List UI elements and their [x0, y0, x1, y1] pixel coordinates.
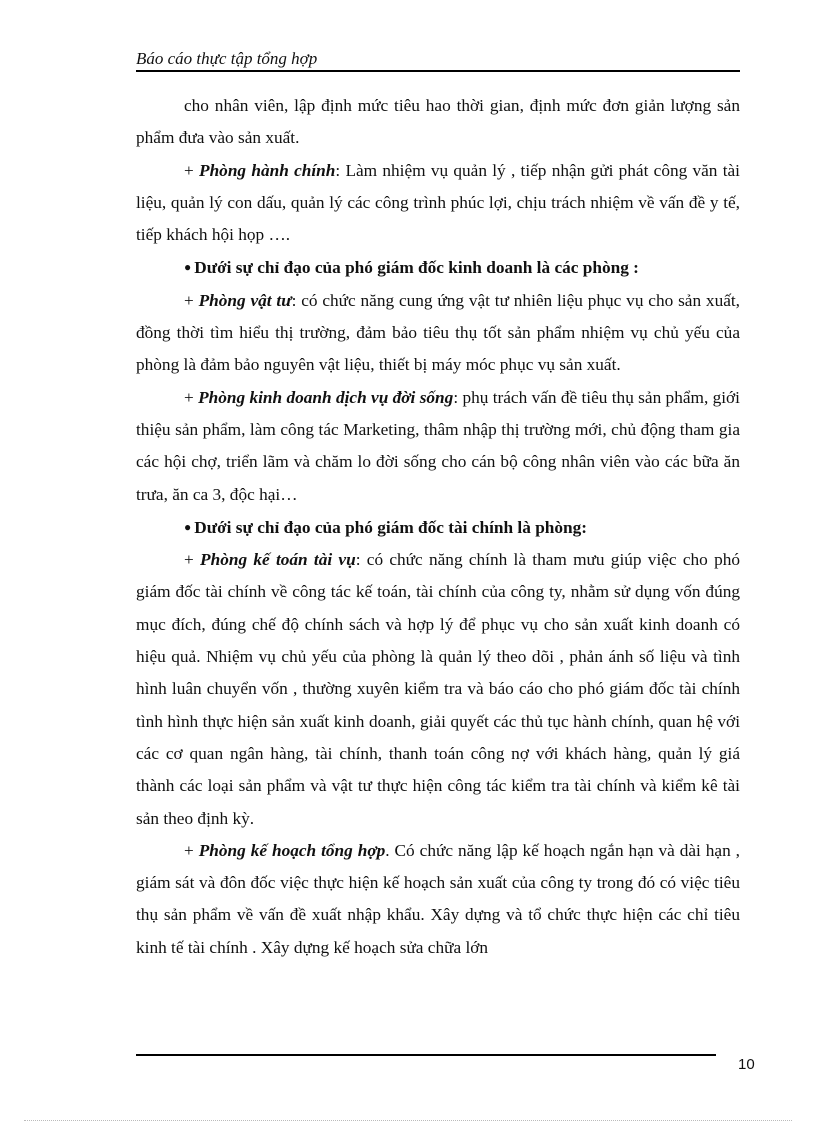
- paragraph-business-services: [136, 382, 740, 511]
- paragraph-text: . Có chức năng lập kế hoạch ngắn hạn và dài hạn , giám sát và đôn đốc việc thực hiện kế hoạch sản xuất của công ty trong đó có việc tiêu thụ sản phẩm về vấn đề xuất nhập khẩu. Xây dựng và tổ chức thực hiện các chỉ tiêu kinh tế tài chính . Xây dựng kế hoạch sửa chữa lớn: [136, 840, 740, 957]
- list-prefix: +: [184, 387, 199, 407]
- paragraph-administration: [136, 155, 740, 252]
- department-label: Phòng vật tư: [198, 290, 292, 310]
- department-label: Phòng kế toán tài vụ: [200, 550, 356, 570]
- section-heading-business: [136, 251, 740, 284]
- paragraph-materials: [136, 285, 740, 382]
- paragraph-text: : phụ trách vấn đề tiêu thụ sản phẩm, giới thiệu sản phẩm, làm công tác Marketing, thâm nhập thị trường mới, chủ động tham gia các hội chợ, triển lãm và chăm lo đời sống cho cán bộ công nhân viên vào các bữa ăn trưa, ăn ca 3, độc hại…: [136, 387, 740, 504]
- bullet-icon: ●: [184, 260, 192, 275]
- bullet-icon: ●: [184, 519, 192, 534]
- paragraph-planning: [136, 835, 740, 964]
- department-label: Phòng hành chính: [199, 160, 336, 180]
- section-heading-finance: [136, 511, 740, 544]
- department-label: Phòng kế hoạch tổng hợp: [198, 840, 386, 860]
- list-prefix: +: [184, 550, 201, 570]
- section-title: Dưới sự chỉ đạo của phó giám đốc tài chính là phòng:: [194, 517, 588, 537]
- paragraph-text: : có chức năng cung ứng vật tư nhiên liệu phục vụ cho sản xuất, đồng thời tìm hiểu thị trường, đảm bảo tiêu thụ tốt sản phẩm nhiệm vụ chủ yếu của phòng là đảm bảo nguyên vật liệu, thiết bị máy móc phục vụ sản xuất.: [136, 290, 741, 375]
- paragraph-text: cho nhân viên, lập định mức tiêu hao thời gian, định mức đơn giản lượng sản phẩm đưa vào sản xuất.: [136, 96, 740, 148]
- paragraph-text: : Làm nhiệm vụ quản lý , tiếp nhận gửi phát công văn tài liệu, quản lý con dấu, quản lý các công trình phúc lợi, chịu trách nhiệm về vấn đề y tế, tiếp khách hội họp ….: [136, 160, 740, 245]
- document-body: [136, 90, 740, 964]
- page-edge-dotted-line: [24, 1120, 792, 1121]
- list-prefix: +: [184, 840, 199, 860]
- section-title: Dưới sự chỉ đạo của phó giám đốc kinh doanh là các phòng :: [194, 258, 639, 278]
- list-prefix: +: [184, 160, 200, 180]
- list-prefix: +: [184, 290, 199, 310]
- paragraph-text: : có chức năng chính là tham mưu giúp việc cho phó giám đốc tài chính về công tác kế toán, tài chính của công ty, nhằm sử dụng vốn đúng mục đích, đúng chế độ chính sách và hợp lý để phục vụ cho sản xuất kinh doanh có hiệu quả. Nhiệm vụ chủ yếu của phòng là quản lý theo dõi , phản ánh số liệu và tình hình luân chuyển vốn , thường xuyên kiểm tra và báo cáo cho phó giám đốc tài chính tình hình thực hiện sản xuất kinh doanh, giải quyết các thủ tục hành chính, quan hệ với các cơ quan ngân hàng, tài chính, thanh toán công nợ với khách hàng, quản lý giá thành các loại sản phẩm và vật tư thực hiện công tác kiểm tra tài chính và kiểm kê tài sản theo định kỳ.: [136, 550, 741, 828]
- footer-divider: [136, 1054, 716, 1056]
- paragraph-staff-norms: [136, 90, 740, 155]
- page-number: 10: [738, 1056, 755, 1073]
- page-header: [136, 48, 740, 72]
- department-label: Phòng kinh doanh dịch vụ đời sống: [198, 387, 454, 407]
- header-title: Báo cáo thực tập tổng hợp: [136, 49, 318, 68]
- paragraph-accounting: [136, 544, 740, 835]
